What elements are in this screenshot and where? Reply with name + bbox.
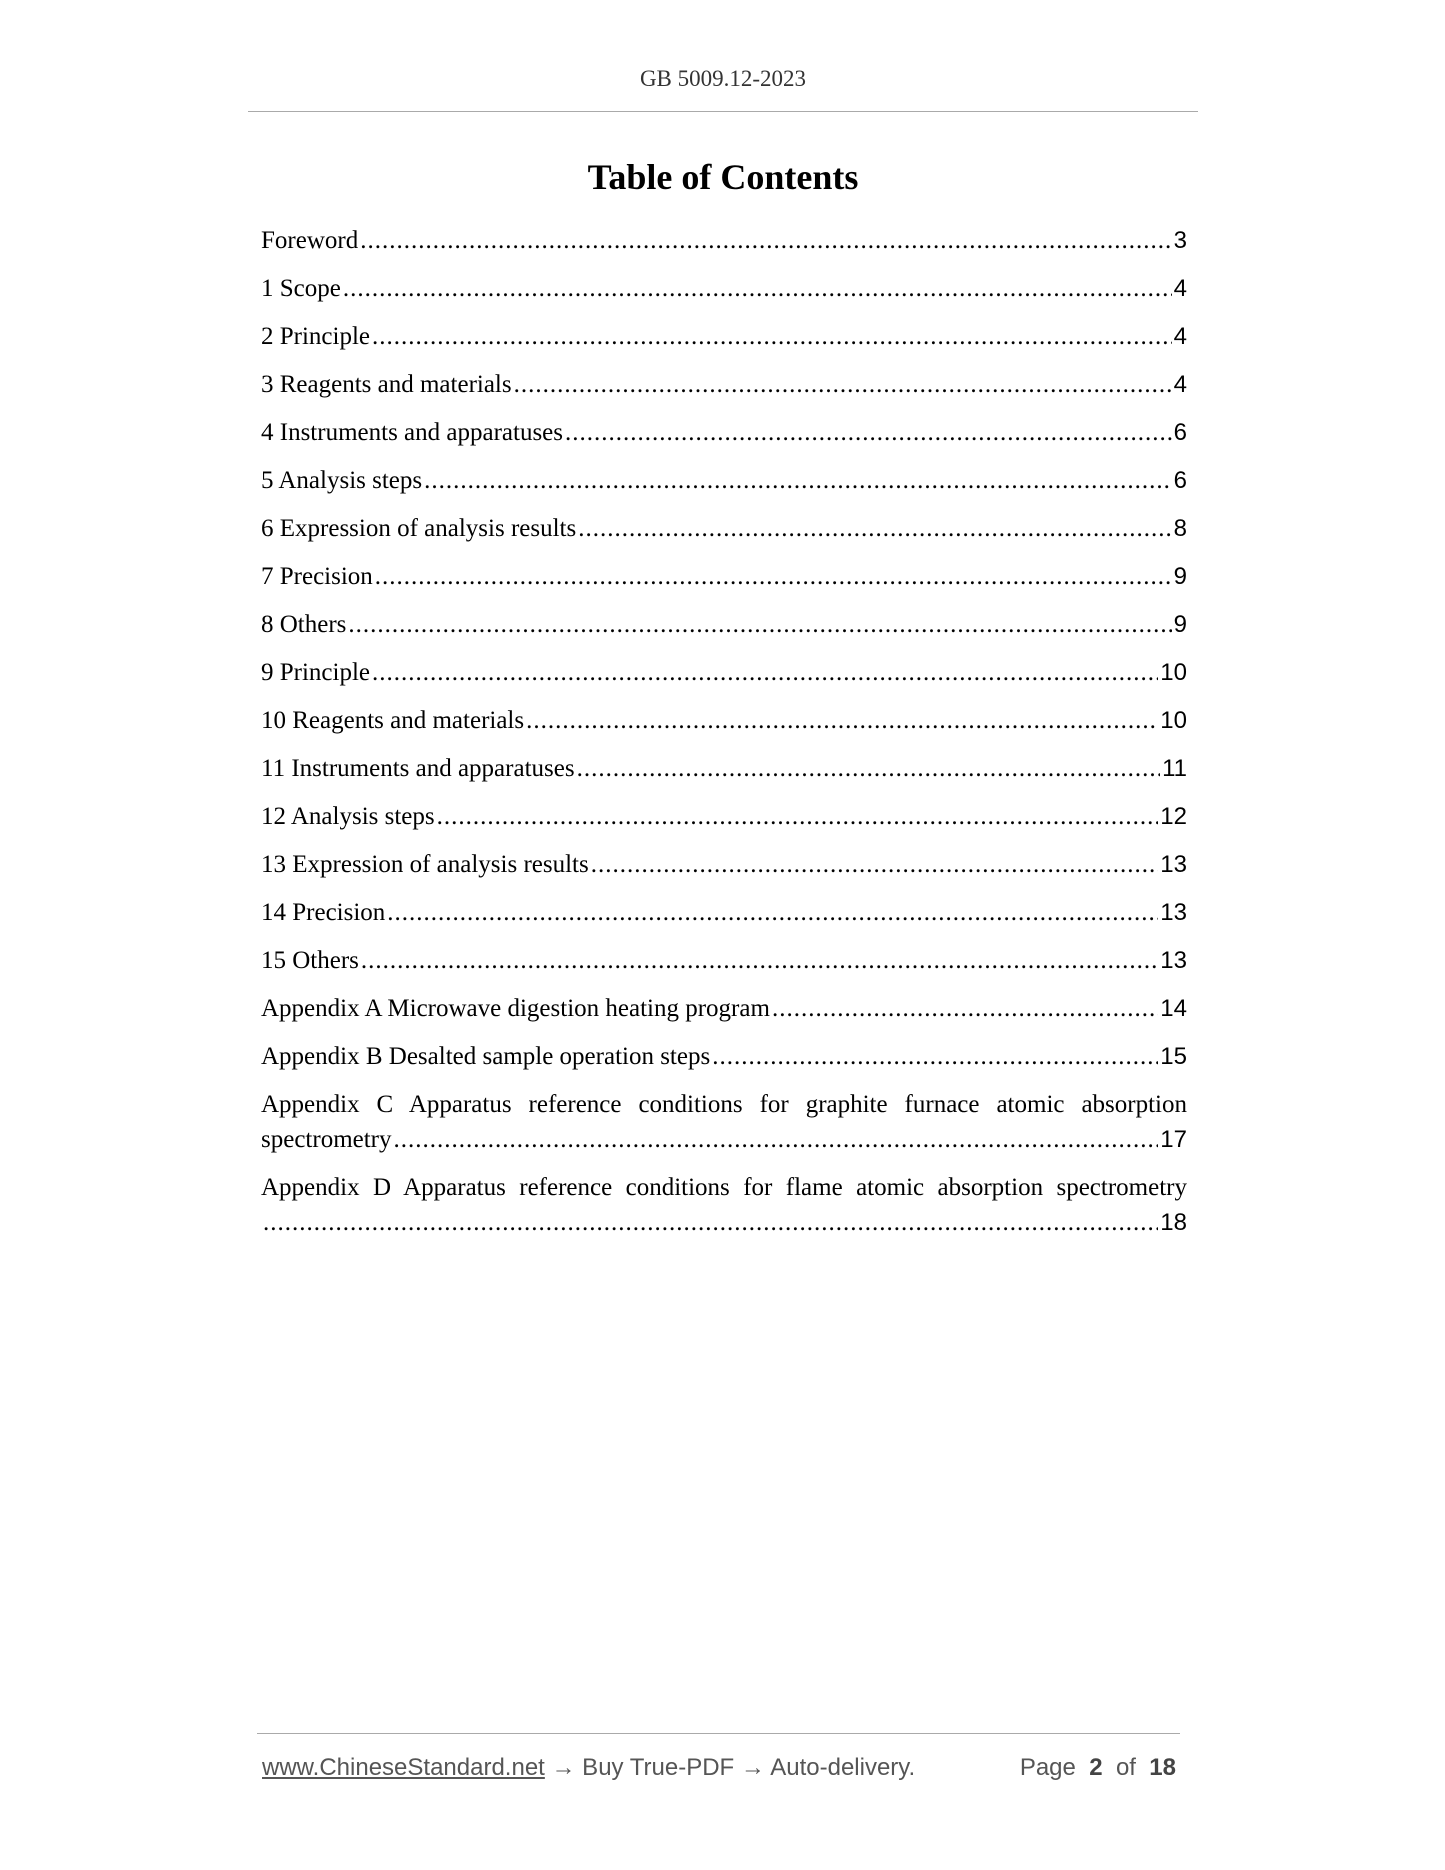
toc-entry-appendix-a[interactable] (261, 991, 1187, 1026)
dot-leader (526, 703, 1158, 738)
toc-entry-label: 6 Expression of analysis results (261, 515, 577, 542)
toc-entry-page: 3 (1173, 227, 1187, 254)
toc-entry-page: 13 (1160, 899, 1187, 926)
toc-entry-instruments-2[interactable] (261, 751, 1187, 786)
toc-entry-label: 4 Instruments and apparatuses (261, 419, 564, 446)
toc-entry-label: Foreword (261, 227, 359, 254)
toc-entry-label: 5 Analysis steps (261, 467, 423, 494)
dot-leader (372, 655, 1158, 690)
toc-entry-page: 9 (1173, 611, 1187, 638)
dot-leader (343, 271, 1172, 306)
toc-entry-others-2[interactable] (261, 943, 1187, 978)
toc-entry-label: Appendix A Microwave digestion heating program (261, 995, 770, 1022)
toc-entry-label: 11 Instruments and apparatuses (261, 755, 575, 782)
toc-entry-page: 17 (1160, 1126, 1187, 1153)
toc-entry-appendix-c[interactable] (261, 1087, 1187, 1157)
toc-entry-principle[interactable] (261, 319, 1187, 354)
toc-entry-page: 9 (1173, 563, 1187, 590)
toc-entry-label: 14 Precision (261, 899, 386, 926)
dot-leader (514, 367, 1172, 402)
toc-entry-page: 4 (1173, 275, 1187, 302)
toc-entry-appendix-d[interactable] (261, 1170, 1187, 1240)
toc-entry-expression-2[interactable] (261, 847, 1187, 882)
toc-entry-page: 12 (1160, 803, 1187, 830)
toc-entry-principle-2[interactable] (261, 655, 1187, 690)
toc-entry-label: 1 Scope (261, 275, 341, 302)
toc-entry-analysis-steps-2[interactable] (261, 799, 1187, 834)
dot-leader (577, 751, 1161, 786)
toc-entry-page: 6 (1173, 467, 1187, 494)
toc-entry-precision[interactable] (261, 559, 1187, 594)
toc-entry-label: 9 Principle (261, 659, 371, 686)
toc-entry-reagents[interactable] (261, 367, 1187, 402)
dot-leader (348, 607, 1171, 642)
running-header: GB 5009.12-2023 (639, 66, 807, 91)
toc-entry-page: 13 (1160, 947, 1187, 974)
toc-entry-page: 4 (1173, 323, 1187, 350)
toc-entry-page: 11 (1162, 755, 1187, 782)
toc-entry-analysis-steps[interactable] (261, 463, 1187, 498)
page-counter (1020, 1754, 1176, 1782)
toc-entry-label-continued: spectrometry (261, 1126, 392, 1153)
dot-leader (578, 511, 1171, 546)
toc-entry-page: 10 (1160, 659, 1187, 686)
toc-entry-label: 15 Others (261, 947, 359, 974)
toc-entry-page: 14 (1160, 995, 1187, 1022)
toc-entry-page: 6 (1173, 419, 1187, 446)
toc-entry-label: 3 Reagents and materials (261, 371, 512, 398)
footer-divider (257, 1733, 1180, 1734)
dot-leader (372, 319, 1172, 354)
page-word: Page (1019, 1754, 1076, 1781)
toc-entry-instruments[interactable] (261, 415, 1187, 450)
footer-promo (262, 1754, 915, 1782)
toc-entry-others[interactable] (261, 607, 1187, 642)
dot-leader (437, 799, 1159, 834)
dot-leader (565, 415, 1172, 450)
toc-entry-reagents-2[interactable] (261, 703, 1187, 738)
dot-leader (375, 559, 1172, 594)
dot-leader (712, 1039, 1158, 1074)
website-link[interactable]: www.ChineseStandard.net (262, 1754, 545, 1781)
dot-leader (591, 847, 1159, 882)
footer-promo-text: → Buy True-PDF → Auto-delivery. (544, 1754, 916, 1781)
dot-leader (360, 223, 1171, 258)
toc-entry-label: 13 Expression of analysis results (261, 851, 589, 878)
toc-entry-page: 8 (1173, 515, 1187, 542)
toc-entry-label: Appendix B Desalted sample operation steps (261, 1043, 711, 1070)
toc-entry-scope[interactable] (261, 271, 1187, 306)
toc-entry-label: 12 Analysis steps (261, 803, 435, 830)
toc-entry-page: 15 (1160, 1043, 1187, 1070)
total-pages-number: 18 (1149, 1754, 1176, 1781)
toc-entry-label: 8 Others (261, 611, 347, 638)
current-page-number: 2 (1089, 1754, 1103, 1781)
toc-entry-expression[interactable] (261, 511, 1187, 546)
toc-entry-page: 13 (1160, 851, 1187, 878)
page-title: Table of Contents (587, 157, 859, 197)
dot-leader (361, 943, 1158, 978)
toc-entry-foreword[interactable] (261, 223, 1187, 258)
toc-entry-page: 18 (1160, 1209, 1187, 1236)
dot-leader (387, 895, 1158, 930)
of-word: of (1115, 1754, 1136, 1781)
toc-entry-label: 10 Reagents and materials (261, 707, 525, 734)
toc-entry-page: 4 (1173, 371, 1187, 398)
toc-entry-label: Appendix C Apparatus reference conditions for graphite furnace atomic absorption (261, 1091, 1187, 1118)
toc-entry-appendix-b[interactable] (261, 1039, 1187, 1074)
toc-entry-precision-2[interactable] (261, 895, 1187, 930)
header-divider (248, 111, 1198, 112)
dot-leader (772, 991, 1158, 1026)
table-of-contents (261, 223, 1187, 1253)
toc-entry-page: 10 (1160, 707, 1187, 734)
dot-leader (394, 1122, 1159, 1157)
dot-leader (424, 463, 1172, 498)
dot-leader (263, 1205, 1158, 1240)
toc-entry-label: Appendix D Apparatus reference conditions for flame atomic absorption spectrometry (261, 1174, 1187, 1201)
toc-entry-label: 2 Principle (261, 323, 371, 350)
toc-entry-label: 7 Precision (261, 563, 373, 590)
